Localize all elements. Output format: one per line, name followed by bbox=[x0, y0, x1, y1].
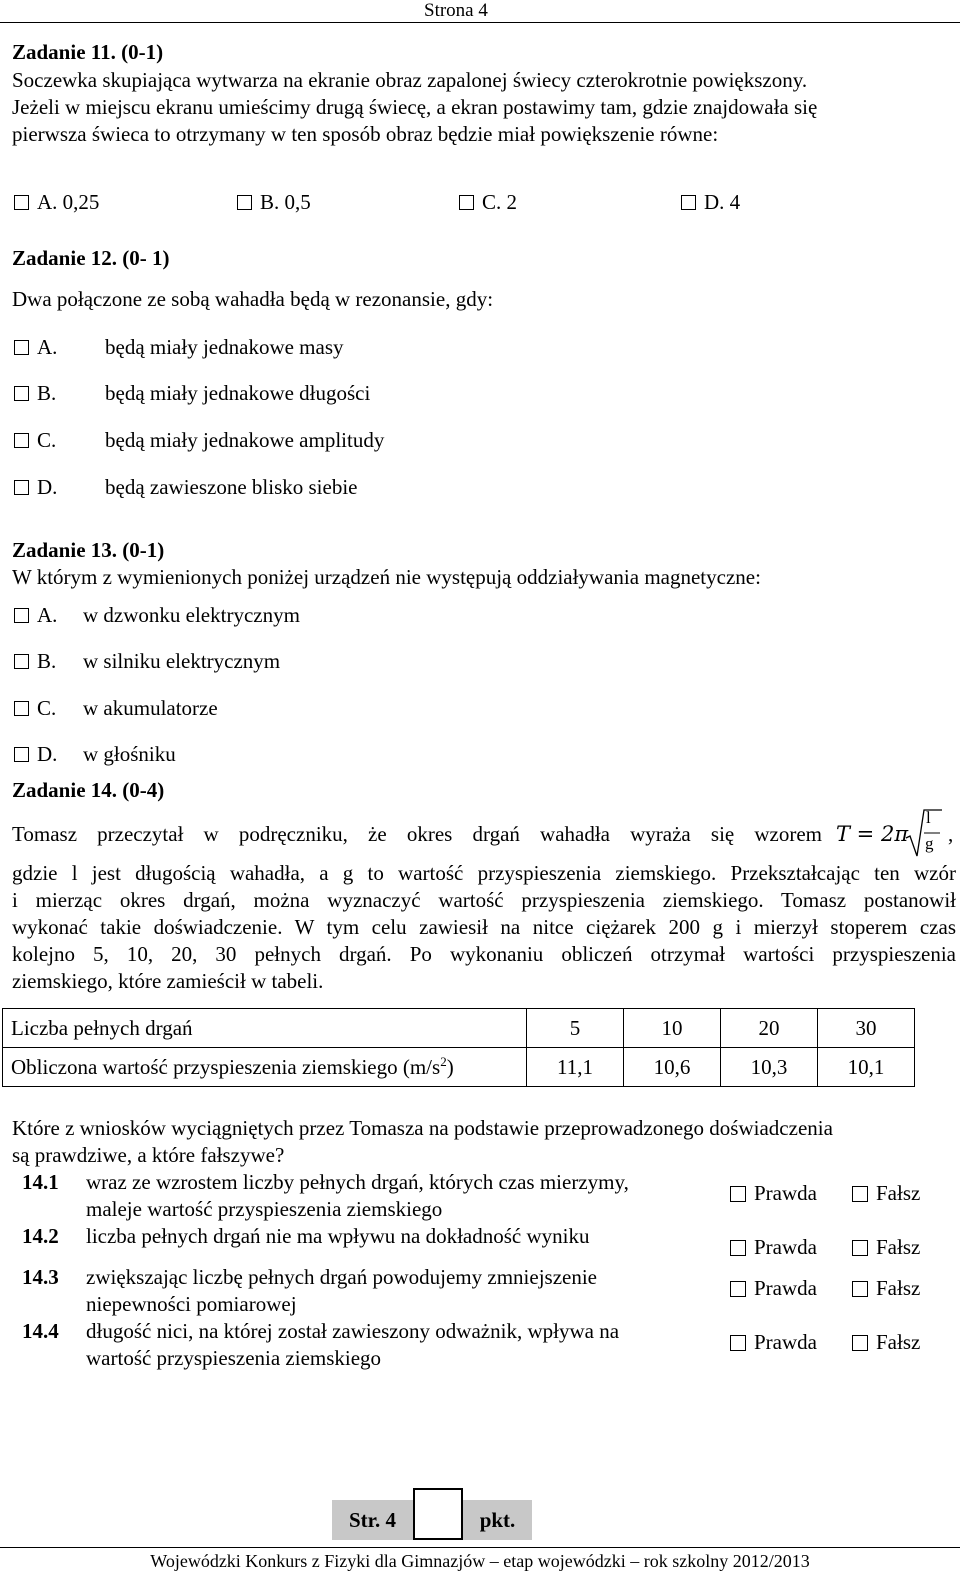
false-label: Fałsz bbox=[876, 1181, 921, 1205]
table-row bbox=[3, 1048, 915, 1087]
table-row-label-text: Obliczona wartość przyspieszenia ziemskiego (m/s bbox=[11, 1055, 441, 1079]
score-input-box[interactable] bbox=[413, 1488, 463, 1540]
option-letter: A. bbox=[37, 335, 58, 359]
score-page-label bbox=[332, 1500, 413, 1540]
score-left-text: Str. 4 bbox=[348, 1507, 397, 1532]
formula-comma: , bbox=[948, 822, 954, 846]
table-cell: 10,3 bbox=[721, 1048, 818, 1087]
checkbox[interactable] bbox=[852, 1281, 868, 1297]
option-letter: C. bbox=[37, 696, 57, 720]
table-cell: 10,6 bbox=[624, 1048, 721, 1087]
checkbox[interactable] bbox=[730, 1186, 746, 1202]
task13-option-d[interactable] bbox=[14, 742, 176, 767]
task11-option-a[interactable] bbox=[14, 190, 99, 215]
checkbox[interactable] bbox=[14, 608, 29, 623]
unit-exponent: 2 bbox=[440, 1054, 447, 1069]
checkbox[interactable] bbox=[730, 1281, 746, 1297]
formula-denominator: g bbox=[925, 834, 934, 853]
option-label: w silniku elektrycznym bbox=[83, 649, 281, 673]
sqrt-symbol-icon bbox=[904, 808, 944, 858]
task14-text-line: wykonać takie doświadczenie. W tym celu zawiesił na nitce ciężarek 200 g i mierzył stoperem czas bbox=[12, 915, 956, 939]
task12-option-c[interactable] bbox=[14, 428, 384, 453]
checkbox[interactable] bbox=[730, 1335, 746, 1351]
footer-text: Wojewódzki Konkurs z Fizyki dla Gimnazjów – etap wojewódzki – rok szkolny 2012/2013 bbox=[150, 1551, 810, 1571]
option-label: będą zawieszone blisko siebie bbox=[105, 475, 358, 499]
true-label: Prawda bbox=[754, 1181, 817, 1205]
score-points-label bbox=[463, 1500, 532, 1540]
checkbox[interactable] bbox=[14, 340, 29, 355]
task12-option-a[interactable] bbox=[14, 335, 344, 360]
page-number: Strona 4 bbox=[424, 0, 488, 21]
statement3-false[interactable] bbox=[852, 1276, 920, 1301]
task14-text-line: kolejno 5, 10, 20, 30 pełnych drgań. Po wykonaniu obliczeń otrzymał wartości przyspieszenia bbox=[12, 942, 956, 966]
statement1-true[interactable] bbox=[730, 1181, 817, 1206]
task14-title: Zadanie 14. (0-4) bbox=[12, 778, 165, 802]
task13-question: W którym z wymienionych poniżej urządzeń nie występują oddziaływania magnetyczne: bbox=[12, 565, 761, 589]
checkbox[interactable] bbox=[14, 433, 29, 448]
statement-number: 14.1 bbox=[22, 1170, 59, 1194]
task14-question-line: Które z wniosków wyciągniętych przez Tomasza na podstawie przeprowadzonego doświadczenia bbox=[12, 1116, 833, 1140]
false-label: Fałsz bbox=[876, 1330, 921, 1354]
task13-option-a[interactable] bbox=[14, 603, 300, 628]
option-letter: B. bbox=[37, 649, 57, 673]
page-footer bbox=[0, 1547, 960, 1572]
table-row-label: Liczba pełnych drgań bbox=[3, 1009, 527, 1048]
false-label: Fałsz bbox=[876, 1235, 921, 1259]
table-cell: 11,1 bbox=[527, 1048, 624, 1087]
statement-number: 14.2 bbox=[22, 1224, 59, 1248]
option-label: będą miały jednakowe amplitudy bbox=[105, 428, 385, 452]
checkbox[interactable] bbox=[459, 195, 474, 210]
true-label: Prawda bbox=[754, 1235, 817, 1259]
true-label: Prawda bbox=[754, 1276, 817, 1300]
statement-text: wraz ze wzrostem liczby pełnych drgań, których czas mierzymy, bbox=[86, 1170, 629, 1194]
period-formula bbox=[836, 806, 956, 858]
option-label: będą miały jednakowe długości bbox=[105, 381, 371, 405]
task11-text-line: Soczewka skupiająca wytwarza na ekranie obraz zapalonej świecy czterokrotnie powiększony. bbox=[12, 68, 808, 92]
task14-text-line: ziemskiego, które zamieścił w tabeli. bbox=[12, 969, 324, 993]
statement4-true[interactable] bbox=[730, 1330, 817, 1355]
option-label: w dzwonku elektrycznym bbox=[83, 603, 300, 627]
table-cell: 30 bbox=[818, 1009, 915, 1048]
table-cell: 10,1 bbox=[818, 1048, 915, 1087]
task11-text-line: pierwsza świeca to otrzymany w ten sposób obraz będzie miał powiększenie równe: bbox=[12, 122, 719, 146]
task12-option-b[interactable] bbox=[14, 381, 370, 406]
statement-text: długość nici, na której został zawieszony odważnik, wpływa na bbox=[86, 1319, 620, 1343]
option-letter: D. bbox=[37, 475, 58, 499]
statement-number: 14.3 bbox=[22, 1265, 59, 1289]
task13-option-b[interactable] bbox=[14, 649, 280, 674]
task14-question-line: są prawdziwe, a które fałszywe? bbox=[12, 1143, 285, 1167]
unit-close: ) bbox=[446, 1055, 454, 1079]
statement-text: wartość przyspieszenia ziemskiego bbox=[86, 1346, 382, 1370]
task12-question: Dwa połączone ze sobą wahadła będą w rezonansie, gdy: bbox=[12, 287, 494, 311]
option-label: będą miały jednakowe masy bbox=[105, 335, 344, 359]
page-header bbox=[0, 0, 960, 23]
statement-text: niepewności pomiarowej bbox=[86, 1292, 297, 1316]
statement-text: liczba pełnych drgań nie ma wpływu na dokładność wyniku bbox=[86, 1224, 590, 1248]
option-label: D. 4 bbox=[704, 190, 741, 214]
checkbox[interactable] bbox=[14, 480, 29, 495]
results-table bbox=[2, 1008, 915, 1087]
task11-text-line: Jeżeli w miejscu ekranu umieścimy drugą świecę, a ekran postawimy tam, gdzie znajdowała się bbox=[12, 95, 818, 119]
task14-intro: Tomasz przeczytał w podręczniku, że okres drgań wahadła wyraża się wzorem bbox=[12, 822, 822, 846]
true-label: Prawda bbox=[754, 1330, 817, 1354]
checkbox[interactable] bbox=[681, 195, 696, 210]
score-right-text: pkt. bbox=[479, 1507, 516, 1532]
false-label: Fałsz bbox=[876, 1276, 921, 1300]
statement-text: maleje wartość przyspieszenia ziemskiego bbox=[86, 1197, 443, 1221]
option-label: C. 2 bbox=[482, 190, 518, 214]
statement4-false[interactable] bbox=[852, 1330, 920, 1355]
checkbox[interactable] bbox=[14, 654, 29, 669]
statement2-false[interactable] bbox=[852, 1235, 920, 1260]
table-cell: 10 bbox=[624, 1009, 721, 1048]
task11-option-c[interactable] bbox=[459, 190, 517, 215]
option-letter: D. bbox=[37, 742, 58, 766]
task12-title: Zadanie 12. (0- 1) bbox=[12, 246, 170, 270]
option-letter: A. bbox=[37, 603, 58, 627]
statement-text: zwiększając liczbę pełnych drgań powodujemy zmniejszenie bbox=[86, 1265, 597, 1289]
task11-option-b[interactable] bbox=[237, 190, 311, 215]
task12-option-d[interactable] bbox=[14, 475, 358, 500]
option-label: B. 0,5 bbox=[260, 190, 311, 214]
checkbox[interactable] bbox=[852, 1335, 868, 1351]
option-label: w głośniku bbox=[83, 742, 176, 766]
formula-lhs: T = 2π bbox=[836, 822, 909, 846]
task13-title: Zadanie 13. (0-1) bbox=[12, 538, 165, 562]
checkbox[interactable] bbox=[852, 1186, 868, 1202]
statement3-true[interactable] bbox=[730, 1276, 817, 1301]
task11-title: Zadanie 11. (0-1) bbox=[12, 40, 164, 64]
table-row-label bbox=[3, 1048, 527, 1087]
option-letter: C. bbox=[37, 428, 57, 452]
checkbox[interactable] bbox=[237, 195, 252, 210]
checkbox[interactable] bbox=[14, 701, 29, 716]
option-letter: B. bbox=[37, 381, 57, 405]
checkbox[interactable] bbox=[730, 1240, 746, 1256]
statement1-false[interactable] bbox=[852, 1181, 920, 1206]
checkbox[interactable] bbox=[14, 195, 29, 210]
task11-option-d[interactable] bbox=[681, 190, 740, 215]
task14-text-line: gdzie l jest długością wahadła, a g to wartość przyspieszenia ziemskiego. Przekształcając ten wzór bbox=[12, 861, 956, 885]
statement2-true[interactable] bbox=[730, 1235, 817, 1260]
checkbox[interactable] bbox=[14, 386, 29, 401]
task14-text-line: i mierząc okres drgań, można wyznaczyć wartość przyspieszenia ziemskiego. Tomasz postanowił bbox=[12, 888, 956, 912]
checkbox[interactable] bbox=[852, 1240, 868, 1256]
table-cell: 5 bbox=[527, 1009, 624, 1048]
statement-number: 14.4 bbox=[22, 1319, 59, 1343]
table-cell: 20 bbox=[721, 1009, 818, 1048]
formula-numerator: l bbox=[926, 808, 931, 827]
table-row bbox=[3, 1009, 915, 1048]
task13-option-c[interactable] bbox=[14, 696, 218, 721]
option-label: A. 0,25 bbox=[37, 190, 100, 214]
checkbox[interactable] bbox=[14, 747, 29, 762]
option-label: w akumulatorze bbox=[83, 696, 218, 720]
